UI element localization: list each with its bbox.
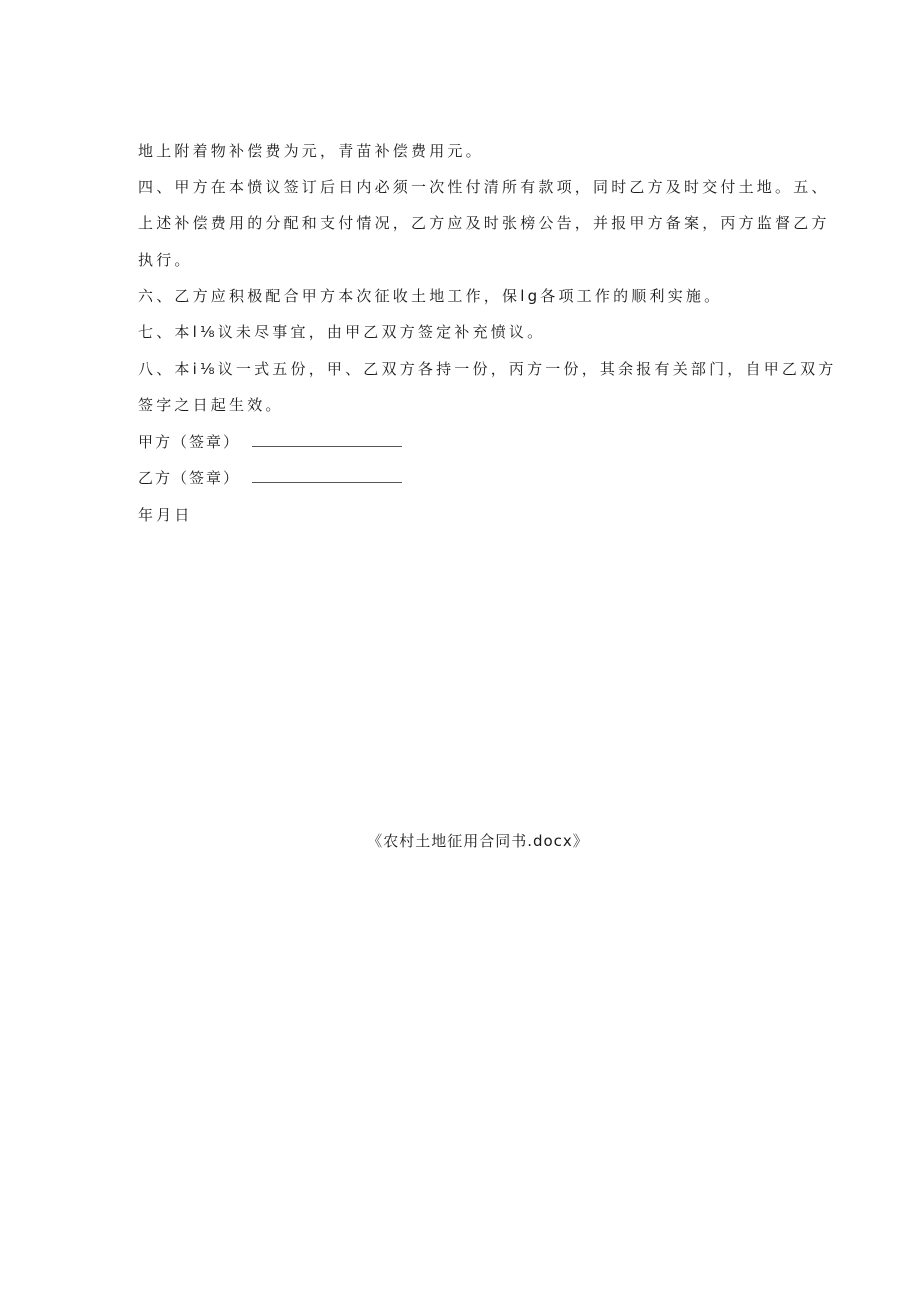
party-b-label: 乙方（签章）: [138, 469, 241, 487]
party-a-signature-line: [252, 432, 402, 447]
date-line: 年月日: [138, 506, 193, 524]
paragraph-clause-5: 上述补偿费用的分配和支付情况，乙方应及时张榜公告，并报甲方备案，丙方监督乙方: [138, 214, 830, 232]
paragraph-clause-8: 八、本i⅛议一式五份，甲、乙双方各持一份，丙方一份，其余报有关部门，自甲乙双方: [138, 360, 837, 378]
party-b-signature-line: [252, 468, 402, 483]
paragraph-clause-5-cont: 执行。: [138, 251, 193, 269]
signature-row-party-a: [138, 432, 402, 452]
paragraph-clause-7: 七、本l⅛议未尽事宜，由甲乙双方签定补充愤议。: [138, 323, 546, 341]
paragraph-clause-6: 六、乙方应积极配合甲方本次征收土地工作，保lg各项工作的顺利实施。: [138, 287, 723, 305]
party-a-label: 甲方（签章）: [138, 433, 241, 451]
signature-row-party-b: [138, 468, 402, 488]
paragraph-clause-8-cont: 签字之日起生效。: [138, 396, 284, 414]
paragraph-compensation: 地上附着物补偿费为元，青苗补偿费用元。: [138, 142, 484, 160]
paragraph-clause-4: 四、甲方在本愤议签订后日内必须一次性付清所有款项，同时乙方及时交付土地。五、: [138, 178, 830, 196]
footer-filename: 《农村土地征用合同书.docx》: [367, 832, 589, 850]
